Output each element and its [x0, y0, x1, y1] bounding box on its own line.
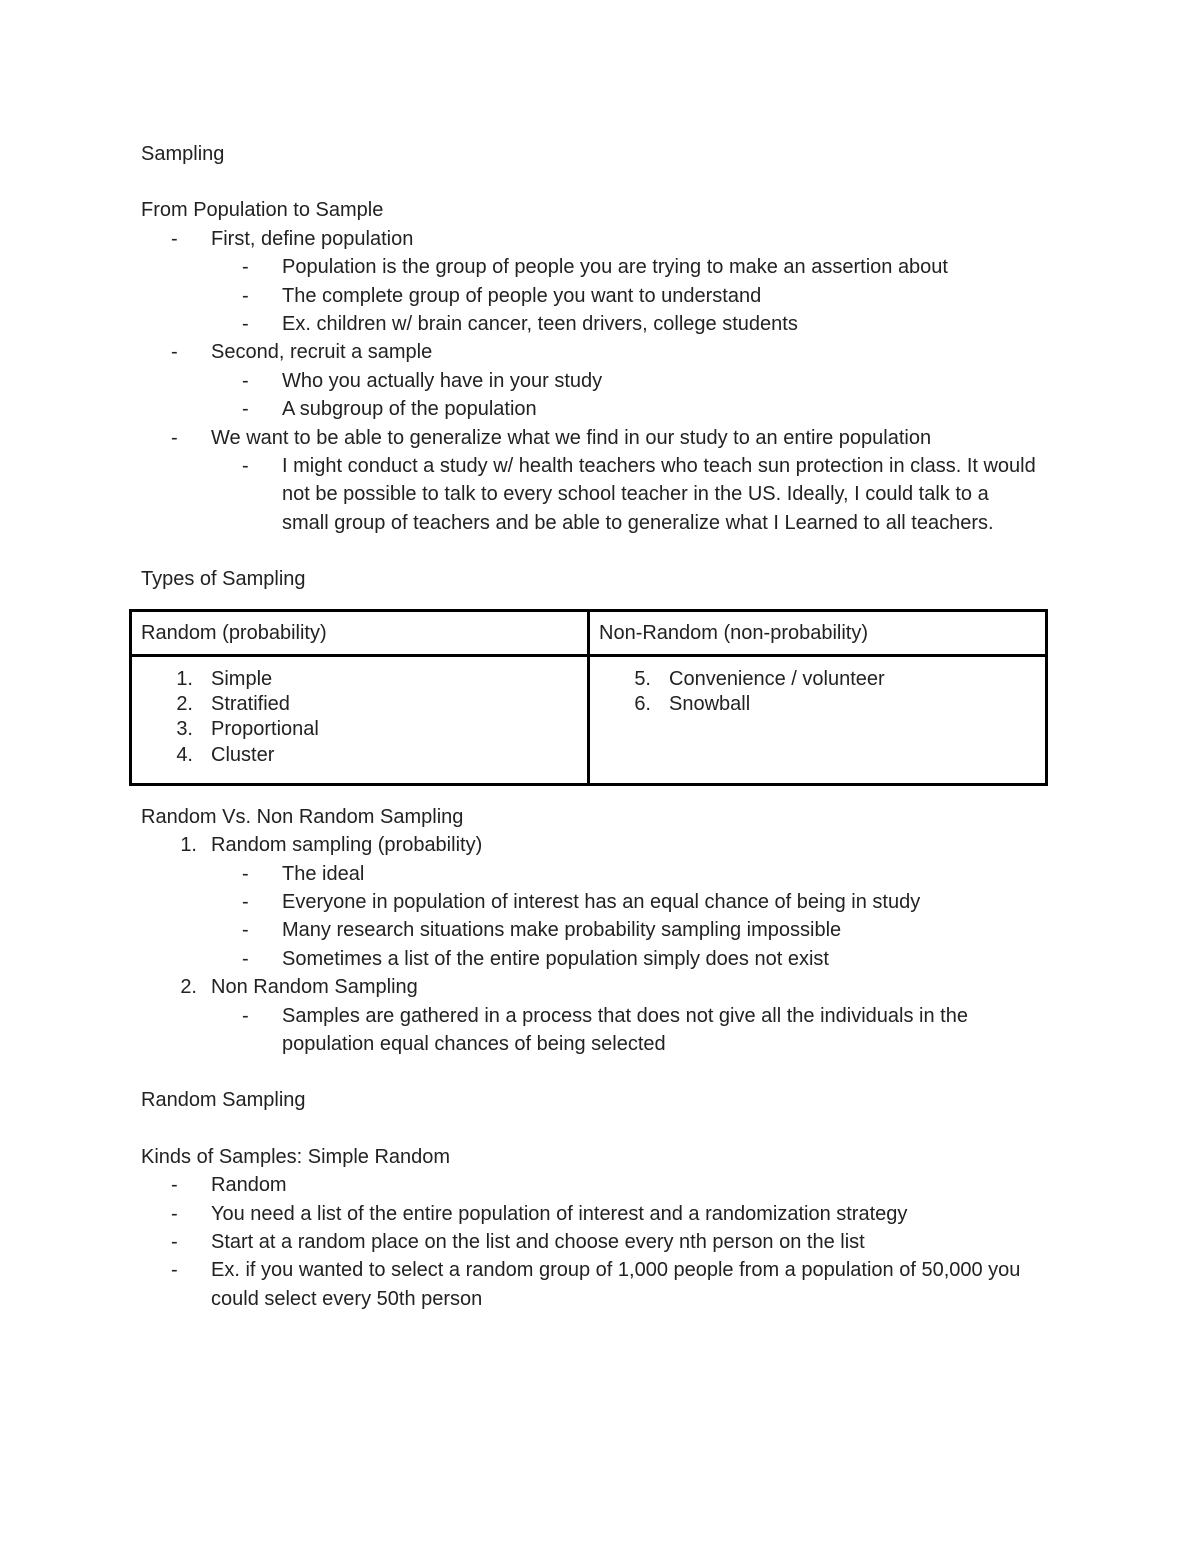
list-item: - Sometimes a list of the entire population simply does not exist	[141, 945, 1051, 973]
bullet-dash: -	[242, 890, 249, 913]
list-item: - You need a list of the entire population of interest and a randomization strategy	[141, 1200, 1051, 1228]
bullet-dash: -	[242, 1004, 249, 1027]
section-heading-simple-random: Kinds of Samples: Simple Random	[141, 1145, 451, 1168]
document-page	[141, 140, 1051, 1313]
table-header-random: Random (probability)	[131, 610, 589, 655]
list-item: - A subgroup of the population	[141, 395, 1051, 423]
list-item: 1. Simple	[176, 667, 273, 690]
list-item: - Population is the group of people you are trying to make an assertion about	[141, 253, 1051, 281]
section-heading-random-vs-nonrandom: Random Vs. Non Random Sampling	[141, 805, 464, 828]
bullet-dash: -	[242, 284, 249, 307]
list-item: - Second, recruit a sample	[141, 338, 1051, 366]
bullet-dash: -	[171, 1202, 178, 1225]
list-item: - Many research situations make probability sampling impossible	[141, 916, 1051, 944]
section-heading-population: From Population to Sample	[141, 199, 384, 222]
list-item: - The complete group of people you want to understand	[141, 282, 1051, 310]
list-item: 2. Stratified	[176, 692, 290, 715]
bullet-dash: -	[242, 256, 249, 279]
list-item: 3. Proportional	[176, 718, 319, 741]
list-item: - Who you actually have in your study	[141, 367, 1051, 395]
bullet-dash: -	[171, 1259, 178, 1282]
bullet-dash: -	[171, 1230, 178, 1253]
bullet-dash: -	[242, 369, 249, 392]
list-item: - The ideal	[141, 860, 1051, 888]
bullet-dash: -	[242, 455, 249, 478]
list-item: 2. Non Random Sampling	[180, 976, 418, 999]
list-item: - First, define population	[141, 225, 1051, 253]
bullet-dash: -	[242, 398, 249, 421]
table-cell-nonrandom	[589, 655, 1047, 784]
list-item: - Start at a random place on the list and choose every nth person on the list	[141, 1228, 1051, 1256]
bullet-dash: -	[171, 341, 178, 364]
list-item: - Everyone in population of interest has an equal chance of being in study	[141, 888, 1051, 916]
bullet-dash: -	[242, 313, 249, 336]
list-item: - I might conduct a study w/ health teachers who teach sun protection in class. It would not be possible to talk to every school teacher in the US. Ideally, I could talk to a small group of teachers and be able to generalize what I Learned to all teachers.	[141, 452, 1051, 537]
sampling-types-table	[129, 609, 1048, 786]
list-item: - Random	[141, 1171, 1051, 1199]
list-item: 6. Snowball	[634, 692, 751, 715]
bullet-dash: -	[171, 1174, 178, 1197]
list-item: - Samples are gathered in a process that does not give all the individuals in the population equal chances of being selected	[141, 1002, 1051, 1059]
bullet-dash: -	[171, 426, 178, 449]
bullet-dash: -	[242, 919, 249, 942]
list-item: - Ex. if you wanted to select a random group of 1,000 people from a population of 50,000 you could select every 50th person	[141, 1256, 1051, 1313]
table-cell-random	[131, 655, 589, 784]
bullet-dash: -	[242, 862, 249, 885]
list-item: 1. Random sampling (probability)	[180, 834, 483, 857]
list-item: 5. Convenience / volunteer	[634, 667, 885, 690]
document-title: Sampling	[141, 143, 225, 165]
bullet-dash: -	[242, 947, 249, 970]
section-heading-random-sampling: Random Sampling	[141, 1089, 306, 1112]
list-item: - Ex. children w/ brain cancer, teen drivers, college students	[141, 310, 1051, 338]
table-header-nonrandom: Non-Random (non-probability)	[589, 610, 1047, 655]
list-item: - We want to be able to generalize what we find in our study to an entire population	[141, 424, 1051, 452]
list-item: 4. Cluster	[176, 743, 275, 766]
bullet-dash: -	[171, 227, 178, 250]
section-heading-types: Types of Sampling	[141, 568, 306, 591]
